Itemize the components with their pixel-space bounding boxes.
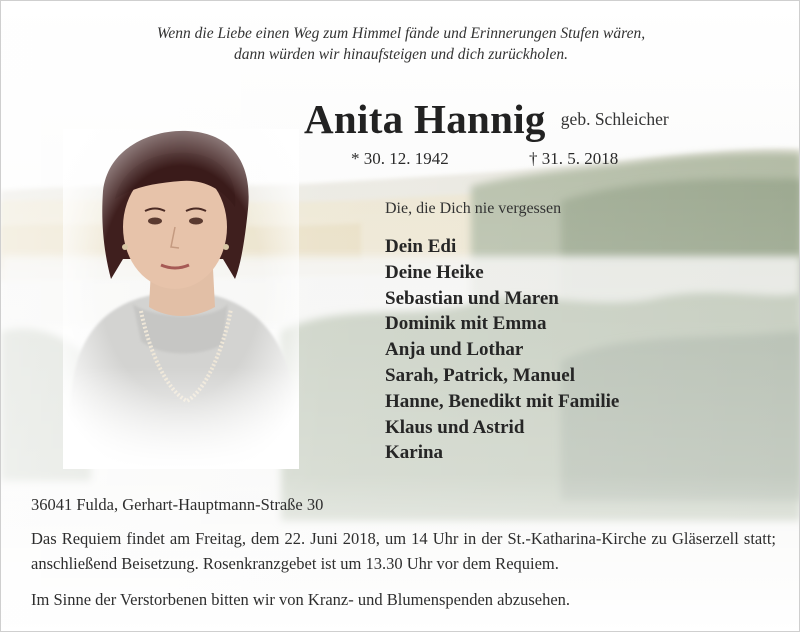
portrait-photo [63, 129, 299, 469]
deceased-name-row [304, 95, 669, 143]
list-item: Deine Heike [385, 261, 484, 283]
mourners-intro: Die, die Dich nie vergessen [385, 200, 562, 217]
list-item: Klaus und Astrid [385, 416, 525, 438]
donation-request: Im Sinne der Verstorbenen bitten wir von Kranz- und Blumenspenden abzusehen. [31, 590, 571, 609]
list-item: Dein Edi [385, 236, 457, 257]
poem-line-1: Wenn die Liebe einen Weg zum Himmel fände und Erinnerungen Stufen wären, [156, 25, 646, 42]
mourners-list [385, 234, 619, 466]
requiem-info: Das Requiem findet am Freitag, dem 22. Juni 2018, um 14 Uhr in der St.-Katharina-Kirche zu Gläserzell statt; anschließend Beisetzung. Rosenkranzgebet ist um 13.30 Uhr vor dem Requiem. [31, 529, 776, 573]
list-item: Sarah, Patrick, Manuel [385, 364, 575, 386]
memorial-poem [1, 23, 800, 65]
family-address: 36041 Fulda, Gerhart-Hauptmann-Straße 30 [31, 495, 324, 514]
maiden-name: geb. Schleicher [560, 109, 669, 129]
list-item: Sebastian und Maren [385, 287, 559, 309]
life-dates [351, 149, 619, 169]
list-item: Dominik mit Emma [385, 313, 547, 335]
list-item: Hanne, Benedikt mit Familie [385, 390, 620, 412]
birth-date: * 30. 12. 1942 [351, 149, 449, 168]
list-item: Karina [385, 442, 444, 464]
deceased-name: Anita Hannig [304, 96, 546, 142]
death-date: † 31. 5. 2018 [529, 149, 619, 168]
poem-line-2: dann würden wir hinaufsteigen und dich zurückholen. [234, 46, 568, 63]
list-item: Anja und Lothar [385, 339, 524, 361]
